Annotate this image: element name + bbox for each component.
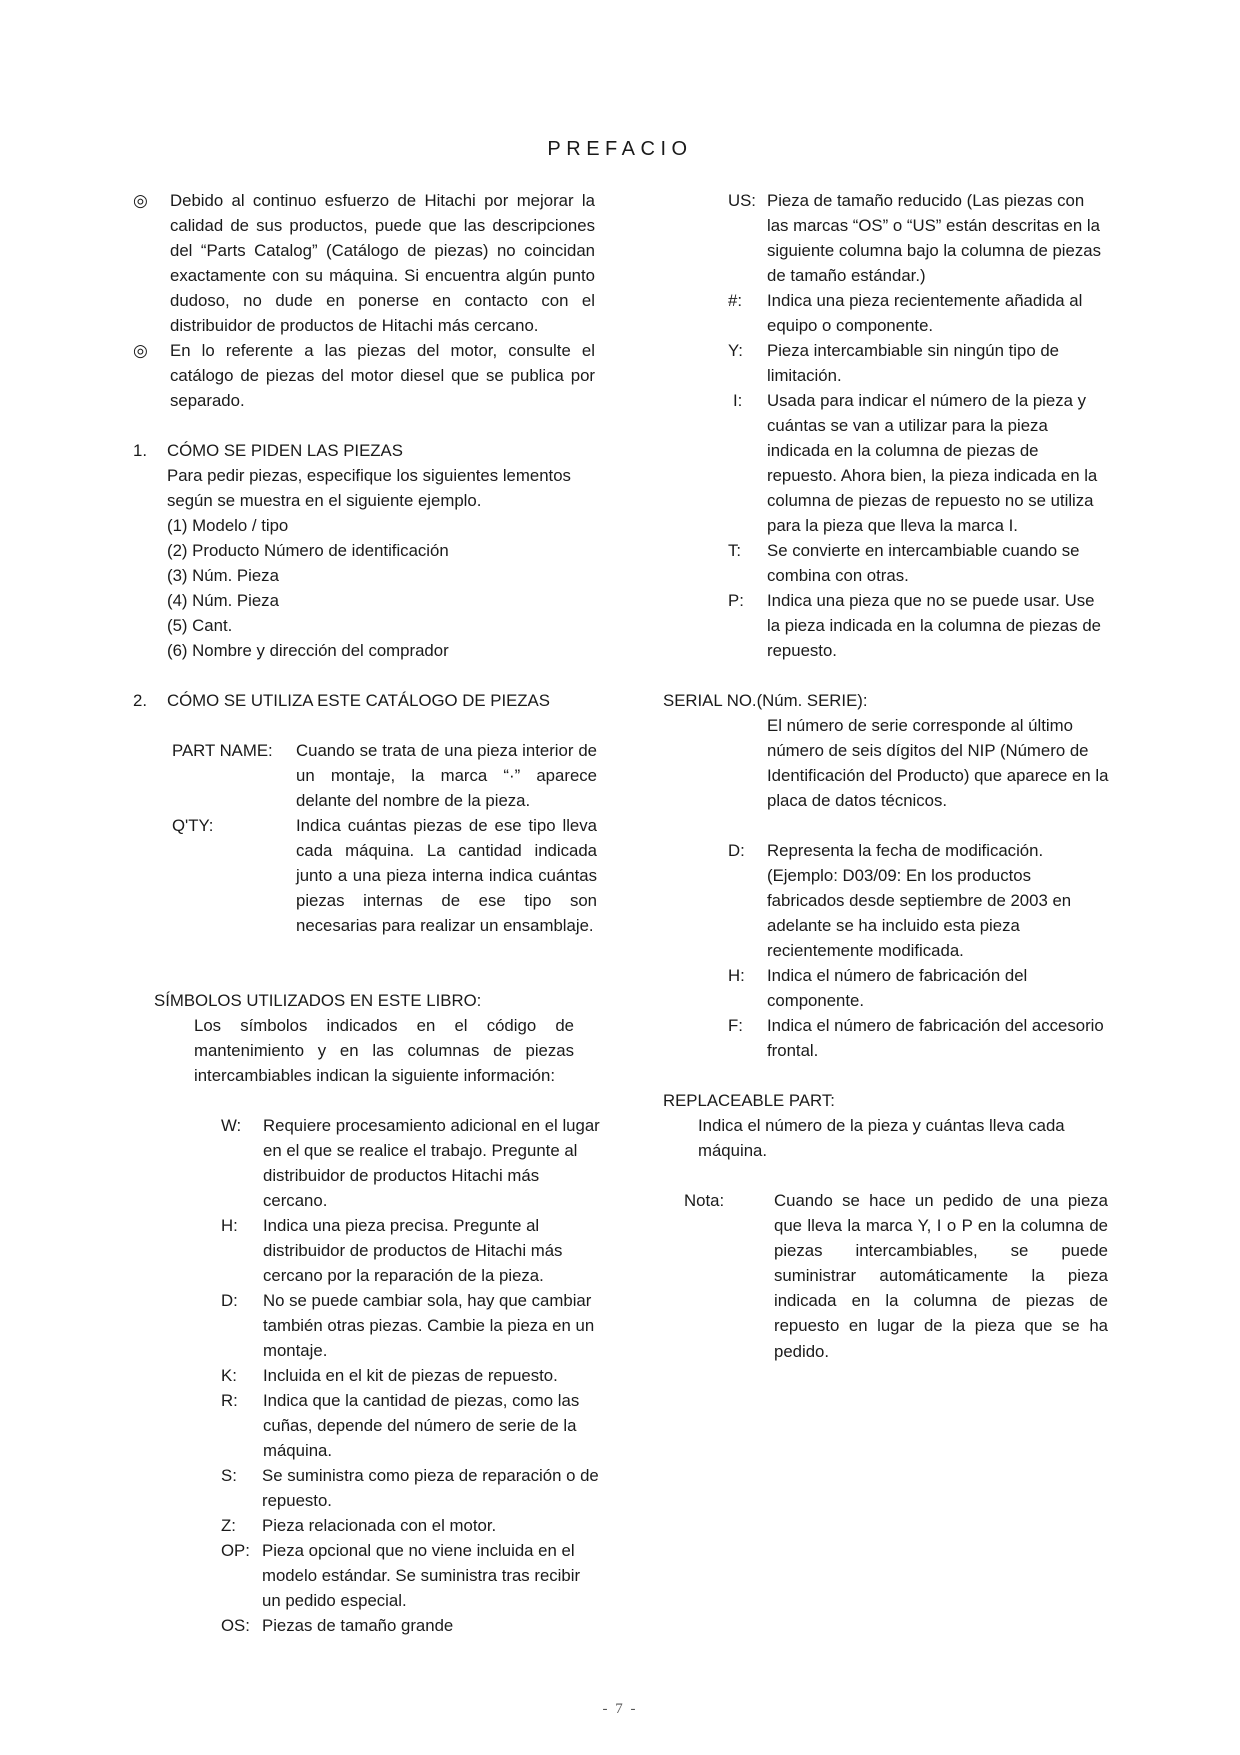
symbol-item-s	[221, 1463, 601, 1513]
symbol-text: Pieza de tamaño reducido (Las piezas con las marcas “OS” o “US” están descritas en la siguiente columna bajo la columna de piezas de tamaño estándar.)	[767, 191, 1101, 286]
serial-item-f	[728, 1013, 1128, 1063]
replaceable-heading: REPLACEABLE PART:	[663, 1091, 835, 1110]
symbol-key: H:	[221, 1216, 238, 1235]
symbol-key: S:	[221, 1466, 237, 1485]
symbols-list-left	[221, 1113, 601, 1638]
symbol-key: H:	[728, 966, 745, 985]
symbol-key: OS:	[221, 1616, 250, 1635]
list-item: (1) Modelo / tipo	[167, 516, 289, 535]
symbol-text: Pieza opcional que no viene incluida en el modelo estándar. Se suministra tras recibir un pedido especial.	[262, 1541, 581, 1611]
double-circle-icon: ◎	[133, 341, 148, 360]
symbol-item-r	[221, 1388, 601, 1463]
symbol-text: Indica una pieza recientemente añadida al equipo o componente.	[767, 291, 1083, 336]
symbol-text: Indica el número de fabricación del componente.	[767, 966, 1028, 1011]
serial-item-h	[728, 963, 1128, 1013]
symbol-key: US:	[728, 191, 756, 210]
symbol-item-os	[221, 1613, 601, 1638]
symbol-key: W:	[221, 1116, 242, 1135]
intro-text-2: En lo referente a las piezas del motor, consulte el catálogo de piezas del motor diesel que se publica por separado.	[170, 341, 595, 411]
symbol-key: Y:	[728, 341, 743, 360]
symbol-text: Pieza intercambiable sin ningún tipo de limitación.	[767, 341, 1059, 386]
symbol-key: OP:	[221, 1541, 250, 1560]
double-circle-icon: ◎	[133, 191, 148, 210]
symbol-text: Pieza relacionada con el motor.	[262, 1516, 497, 1535]
symbol-item-p	[728, 588, 1128, 663]
symbol-text: Se convierte en intercambiable cuando se combina con otras.	[767, 541, 1080, 586]
symbol-item-d	[221, 1288, 601, 1363]
part-name-text: Cuando se trata de una pieza interior de un montaje, la marca “·” aparece delante del nombre de la pieza.	[296, 741, 597, 811]
symbol-item-y	[728, 338, 1128, 388]
page-number: - 7 -	[602, 1701, 638, 1717]
list-item: (2) Producto Número de identificación	[167, 541, 449, 561]
symbol-key: Z:	[221, 1516, 236, 1535]
section-1-number: 1.	[133, 441, 147, 460]
intro-item-1	[133, 188, 595, 338]
symbol-key: #:	[728, 291, 742, 310]
order-items-list	[167, 513, 597, 664]
intro-item-2	[133, 338, 595, 414]
symbol-item-op	[221, 1538, 601, 1613]
symbol-key: K:	[221, 1366, 237, 1385]
serial-item-d	[728, 838, 1128, 963]
symbol-text: Indica una pieza precisa. Pregunte al distribuidor de productos de Hitachi más cercano por la reparación de la pieza.	[263, 1216, 563, 1286]
symbol-item-hash	[728, 288, 1128, 338]
section-1-text: Para pedir piezas, especifique los siguientes lementos según se muestra en el siguiente ejemplo.	[167, 466, 571, 511]
symbol-key: R:	[221, 1391, 238, 1410]
symbol-text: Representa la fecha de modificación. (Ejemplo: D03/09: En los productos fabricados desde septiembre de 2003 en adelante se ha incluido esta pieza recientemente modificada.	[767, 841, 1072, 961]
qty-label: Q'TY:	[172, 816, 214, 835]
section-1-heading: CÓMO SE PIDEN LAS PIEZAS	[167, 441, 403, 460]
symbols-list-right	[728, 188, 1128, 663]
symbol-item-k	[221, 1363, 601, 1388]
part-name-label: PART NAME:	[172, 741, 273, 760]
symbol-key: P:	[728, 591, 744, 610]
intro-text-1: Debido al continuo esfuerzo de Hitachi por mejorar la calidad de sus productos, puede que las descripciones del “Parts Catalog” (Catálogo de piezas) no coincidan exactamente con su máquina. Si encuentra algún punto dudoso, no dude en ponerse en contacto con el distribuidor de productos de Hitachi más cercano.	[170, 191, 595, 336]
symbol-key: F:	[728, 1016, 743, 1035]
serial-heading: SERIAL NO.(Núm. SERIE):	[663, 691, 868, 710]
list-item: (3) Núm. Pieza	[167, 566, 279, 586]
symbols-heading: SÍMBOLOS UTILIZADOS EN ESTE LIBRO:	[154, 991, 482, 1010]
symbol-text: Indica el número de fabricación del accesorio frontal.	[767, 1016, 1104, 1061]
list-item: (4) Núm. Pieza	[167, 591, 279, 611]
note-label: Nota:	[684, 1191, 725, 1210]
symbol-key: D:	[221, 1291, 238, 1310]
symbol-item-us	[728, 188, 1128, 288]
symbol-text: Indica una pieza que no se puede usar. Use la pieza indicada en la columna de piezas de repuesto.	[767, 591, 1101, 661]
symbol-key: T:	[728, 541, 742, 560]
symbol-text: Se suministra como pieza de reparación o de repuesto.	[262, 1466, 599, 1511]
symbol-text: Usada para indicar el número de la pieza y cuántas se van a utilizar para la pieza indicada en la columna de piezas de repuesto. Ahora bien, la pieza indicada en la columna de piezas de repuesto no se utiliza para la pieza que lleva la marca I.	[767, 391, 1098, 536]
symbol-text: Incluida en el kit de piezas de repuesto.	[263, 1366, 558, 1385]
replaceable-text: Indica el número de la pieza y cuántas lleva cada máquina.	[698, 1116, 1065, 1161]
section-2-heading: CÓMO SE UTILIZA ESTE CATÁLOGO DE PIEZAS	[167, 691, 550, 710]
symbols-intro: Los símbolos indicados en el código de mantenimiento y en las columnas de piezas intercambiables indican la siguiente información:	[194, 1016, 574, 1086]
symbol-key: D:	[728, 841, 745, 860]
note-text: Cuando se hace un pedido de una pieza que lleva la marca Y, I o P en la columna de piezas intercambiables, se puede suministrar automáticamente la pieza indicada en la columna de piezas de repuesto en lugar de la pieza que se ha pedido.	[774, 1191, 1108, 1361]
serial-symbols-list	[728, 838, 1128, 1063]
symbol-item-h	[221, 1213, 601, 1288]
list-item: (6) Nombre y dirección del comprador	[167, 641, 449, 661]
symbol-text: Requiere procesamiento adicional en el lugar en el que se realice el trabajo. Pregunte al distribuidor de productos Hitachi más cercano.	[263, 1116, 600, 1211]
symbol-item-i	[728, 388, 1128, 538]
symbol-item-z	[221, 1513, 601, 1538]
symbol-text: No se puede cambiar sola, hay que cambiar también otras piezas. Cambie la pieza en un montaje.	[263, 1291, 595, 1361]
list-item: (5) Cant.	[167, 616, 233, 636]
symbol-item-w	[221, 1113, 601, 1213]
symbol-item-t	[728, 538, 1128, 588]
section-2-number: 2.	[133, 691, 147, 710]
symbol-text: Piezas de tamaño grande	[262, 1616, 454, 1635]
serial-text: El número de serie corresponde al último número de seis dígitos del NIP (Número de Identificación del Producto) que aparece en la placa de datos técnicos.	[767, 716, 1109, 811]
symbol-text: Indica que la cantidad de piezas, como las cuñas, depende del número de serie de la máquina.	[263, 1391, 580, 1461]
symbol-key: I:	[733, 391, 743, 410]
page-title: PREFACIO	[547, 138, 693, 160]
qty-text: Indica cuántas piezas de ese tipo lleva cada máquina. La cantidad indicada junto a una pieza interna indica cuántas piezas internas de ese tipo son necesarias para realizar un ensamblaje.	[296, 816, 597, 936]
